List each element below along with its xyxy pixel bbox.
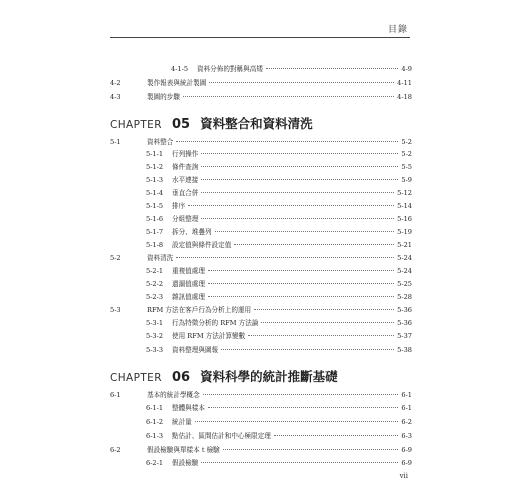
toc-entry[interactable] <box>110 91 412 103</box>
toc-entry-number: 5-1-8 <box>146 241 164 249</box>
leader-dots <box>208 270 394 271</box>
toc-entry[interactable] <box>110 161 412 173</box>
leader-dots <box>208 407 398 408</box>
leader-dots <box>176 257 394 258</box>
leader-dots <box>234 244 394 245</box>
toc-entry-page: 5-16 <box>397 215 412 223</box>
toc-entry-page: 5-24 <box>397 267 412 275</box>
toc-entry[interactable] <box>110 265 412 277</box>
toc-entry[interactable] <box>110 444 412 456</box>
toc-entry[interactable] <box>110 213 412 225</box>
toc-entry[interactable] <box>110 174 412 186</box>
toc-entry-page: 5-24 <box>397 254 412 262</box>
toc-entry-page: 5-19 <box>397 228 412 236</box>
toc-entry-page: 5-12 <box>397 189 412 197</box>
chapter-title: 資料科學的統計推斷基礎 <box>200 369 338 384</box>
toc-entry[interactable] <box>110 389 412 401</box>
toc-entry-page: 5-14 <box>397 202 412 210</box>
toc-entry[interactable] <box>110 239 412 251</box>
toc-entry-number: 5-2-2 <box>146 280 164 288</box>
leader-dots <box>209 82 394 83</box>
toc-entry-number: 5-1-5 <box>146 202 164 210</box>
toc-entry-number: 5-1-6 <box>146 215 164 223</box>
toc-entry-number: 4-3 <box>110 93 121 101</box>
toc-entry-page: 5-5 <box>401 163 412 171</box>
leader-dots <box>254 309 394 310</box>
toc-entry[interactable] <box>110 457 412 469</box>
toc-entry-title: 條件查詢 <box>172 163 199 171</box>
toc-entry-number: 5-3-2 <box>146 332 164 340</box>
toc-entry-page: 6-1 <box>401 404 412 412</box>
chapter-label: CHAPTER <box>110 119 162 131</box>
toc-entry-page: 5-37 <box>397 332 412 340</box>
toc-entry[interactable] <box>110 278 412 290</box>
toc-entry-number: 5-3 <box>110 306 121 314</box>
leader-dots <box>201 179 398 180</box>
toc-entry-title: 分組整理 <box>172 215 199 223</box>
toc-entry-page: 5-25 <box>397 280 412 288</box>
leader-dots <box>208 283 394 284</box>
toc-entry-page: 5-28 <box>397 293 412 301</box>
toc-entry-title: 基本的統計學概念 <box>147 391 200 399</box>
leader-dots <box>183 96 394 97</box>
toc-entry[interactable] <box>110 416 412 428</box>
toc-entry-title: 假設檢驗 <box>172 459 199 467</box>
toc-entry[interactable] <box>110 77 412 89</box>
toc-entry-number: 5-1-3 <box>146 176 164 184</box>
toc-entry-number: 5-1-2 <box>146 163 164 171</box>
toc-entry[interactable] <box>110 148 412 160</box>
toc-entry-page: 5-2 <box>401 150 412 158</box>
toc-entry-number: 6-1-3 <box>146 432 164 440</box>
leader-dots <box>223 449 399 450</box>
toc-entry-title: 製圖的步驟 <box>147 93 180 101</box>
leader-dots <box>201 192 394 193</box>
leader-dots <box>201 153 398 154</box>
toc-entry[interactable] <box>110 430 412 442</box>
toc-entry-number: 6-1 <box>110 391 121 399</box>
leader-dots <box>188 205 394 206</box>
toc-entry-number: 5-3-3 <box>146 346 164 354</box>
toc-entry-title: 點估計、區間估計和中心極限定理 <box>172 432 271 440</box>
leader-dots <box>195 421 399 422</box>
toc-entry-page: 5-36 <box>397 319 412 327</box>
toc-entry-title: 假設檢驗與單樣本 t 檢驗 <box>147 446 220 454</box>
toc-entry-number: 5-1 <box>110 138 121 146</box>
leader-dots <box>208 296 394 297</box>
toc-entry-number: 5-1-4 <box>146 189 164 197</box>
chapter-heading <box>110 366 412 386</box>
leader-dots <box>261 322 394 323</box>
leader-dots <box>274 435 398 436</box>
toc-entry-title: 重複值處理 <box>172 267 205 275</box>
chapter-heading <box>110 113 412 133</box>
toc-entry-title: 拆分、堆疊列 <box>172 228 212 236</box>
toc-entry-title: 資料清洗 <box>147 254 174 262</box>
toc-entry-page: 5-21 <box>397 241 412 249</box>
toc-entry[interactable] <box>110 63 412 75</box>
toc-entry[interactable] <box>110 330 412 342</box>
leader-dots <box>201 218 394 219</box>
toc-entry-number: 5-2 <box>110 254 121 262</box>
toc-entry-number: 5-1-7 <box>146 228 164 236</box>
toc-entry[interactable] <box>110 304 412 316</box>
toc-entry-page: 5-2 <box>401 138 412 146</box>
toc-entry-page: 5-9 <box>401 176 412 184</box>
toc-entry-number: 6-1-2 <box>146 418 164 426</box>
page-header-title: 目錄 <box>387 25 408 35</box>
toc-entry[interactable] <box>110 252 412 264</box>
toc-entry-title: 水平連接 <box>172 176 199 184</box>
toc-entry-page: 4-18 <box>397 93 412 101</box>
toc-entry-number: 4-1-5 <box>171 65 189 73</box>
toc-entry-page: 4-9 <box>401 65 412 73</box>
toc-entry-page: 6-1 <box>401 391 412 399</box>
toc-entry-page: 6-9 <box>401 446 412 454</box>
toc-entry-title: 雜訊值處理 <box>172 293 205 301</box>
chapter-number: 06 <box>171 370 191 385</box>
toc-entry-title: 行列操作 <box>172 150 199 158</box>
toc-entry-page: 5-38 <box>397 346 412 354</box>
toc-entry[interactable] <box>110 291 412 303</box>
toc-entry-title: RFM 方法在客戶行為分析上的運用 <box>147 306 252 314</box>
toc-entry-title: 資料整合 <box>147 138 174 146</box>
toc-entry-page: 6-2 <box>401 418 412 426</box>
toc-entry-title: 排序 <box>172 202 186 210</box>
toc-entry[interactable] <box>110 187 412 199</box>
toc-entry-title: 資料整理與圖報 <box>172 346 219 354</box>
leader-dots <box>201 166 398 167</box>
toc-entry[interactable] <box>110 200 412 212</box>
toc-entry-title: 設定值與條件設定值 <box>172 241 232 249</box>
toc-entry-number: 5-2-1 <box>146 267 164 275</box>
toc-entry[interactable] <box>110 317 412 329</box>
chapter-number: 05 <box>171 117 191 132</box>
toc-entry-title: 垂直合併 <box>172 189 199 197</box>
toc-entry-title: 行為特徵分析的 RFM 方法論 <box>172 319 259 327</box>
toc-entry-page: 5-36 <box>397 306 412 314</box>
toc-entry-number: 6-1-1 <box>146 404 164 412</box>
toc-entry[interactable] <box>110 402 412 414</box>
toc-entry-number: 5-3-1 <box>146 319 164 327</box>
leader-dots <box>176 141 398 142</box>
leader-dots <box>221 349 394 350</box>
header-rule <box>110 37 410 38</box>
toc-entry[interactable] <box>110 226 412 238</box>
toc-entry-title: 製作報表與統計製圖 <box>147 79 207 87</box>
toc-entry-number: 6-2 <box>110 446 121 454</box>
toc-entry-title: 遺漏值處理 <box>172 280 205 288</box>
toc-entry-page: 4-11 <box>397 79 412 87</box>
toc-entry-title: 資料分佈的對稱與高矮 <box>197 65 263 73</box>
toc-entry[interactable] <box>110 136 412 148</box>
toc-entry-number: 5-2-3 <box>146 293 164 301</box>
toc-entry-title: 使用 RFM 方法計算變數 <box>172 332 246 340</box>
leader-dots <box>215 231 395 232</box>
toc-entry-title: 整體與樣本 <box>172 404 205 412</box>
toc-entry-number: 4-2 <box>110 79 121 87</box>
toc-entry-page: 6-3 <box>401 432 412 440</box>
leader-dots <box>266 68 398 69</box>
chapter-title: 資料整合和資料清洗 <box>200 116 313 131</box>
leader-dots <box>201 462 398 463</box>
chapter-label: CHAPTER <box>110 372 162 384</box>
page-number: vii <box>399 472 408 480</box>
leader-dots <box>203 394 399 395</box>
toc-entry-number: 6-2-1 <box>146 459 164 467</box>
leader-dots <box>248 335 394 336</box>
toc-entry-page: 6-9 <box>401 459 412 467</box>
toc-entry-title: 統計量 <box>172 418 192 426</box>
toc-entry[interactable] <box>110 344 412 356</box>
toc-entry-number: 5-1-1 <box>146 150 164 158</box>
